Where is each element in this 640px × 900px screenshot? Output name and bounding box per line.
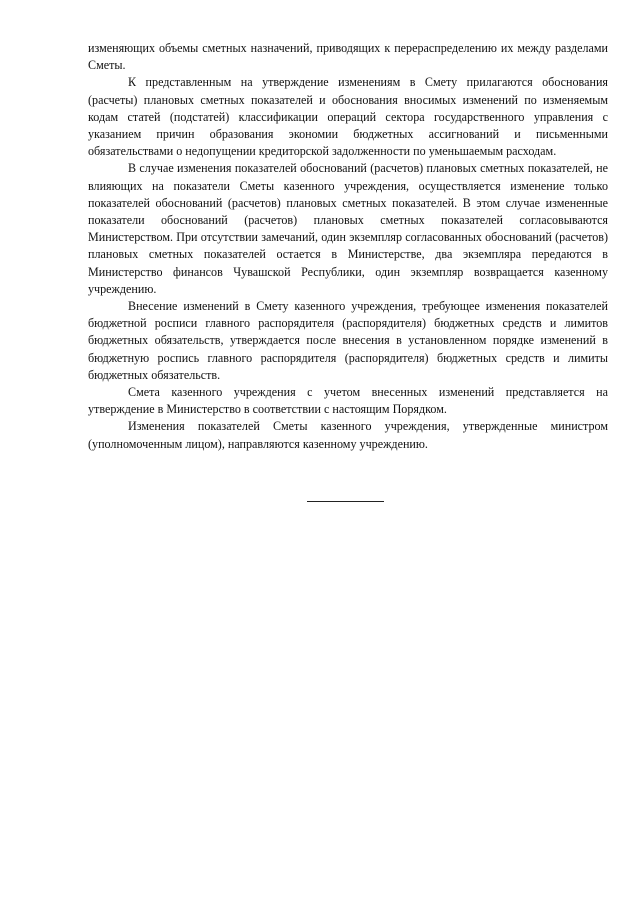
paragraph-justifications: К представленным на утверждение изменениям в Смету прилагаются обоснования (расчеты) плановых сметных показателей и обоснования вносимых изменений по изменяемым кодам статей (подстатей) классификации операций сектора государственного управления с указанием причин образования экономии бюджетных ассигнований и письменными обязательствами о недопущении кредиторской задолженности по уменьшаемым расходам. [88,75,608,159]
paragraph-continuation: изменяющих объемы сметных назначений, приводящих к перераспределению их между разделами Сметы. [88,41,608,73]
document-body [88,40,608,453]
paragraph-approved-changes: Изменения показателей Сметы казенного учреждения, утвержденные министром (уполномоченным лицом), направляются казенному учреждению. [88,419,608,451]
paragraph-budget-list-changes: Внесение изменений в Смету казенного учреждения, требующее изменения показателей бюджетной росписи главного распорядителя (распорядителя) бюджетных средств и лимитов бюджетных обязательств, утверждается после внесения в установленном порядке изменений в бюджетную роспись главного распорядителя (распорядителя) бюджетных средств и лимиты бюджетных обязательств. [88,299,608,382]
end-of-document-rule [307,501,384,502]
paragraph-submission: Смета казенного учреждения с учетом внесенных изменений представляется на утверждение в Министерство в соответствии с настоящим Порядком. [88,385,608,417]
paragraph-indicator-changes: В случае изменения показателей обоснований (расчетов) плановых сметных показателей, не влияющих на показатели Сметы казенного учреждения, осуществляется изменение только показателей обоснований (расчетов) плановых сметных показателей. В этом случае измененные показатели обоснований (расчетов) плановых сметных показателей согласовываются Министерством. При отсутствии замечаний, один экземпляр согласованных обоснований (расчетов) плановых сметных показателей остается в Министерстве, два экземпляра передаются в Министерство финансов Чувашской Республики, один экземпляр возвращается казенному учреждению. [88,161,608,296]
